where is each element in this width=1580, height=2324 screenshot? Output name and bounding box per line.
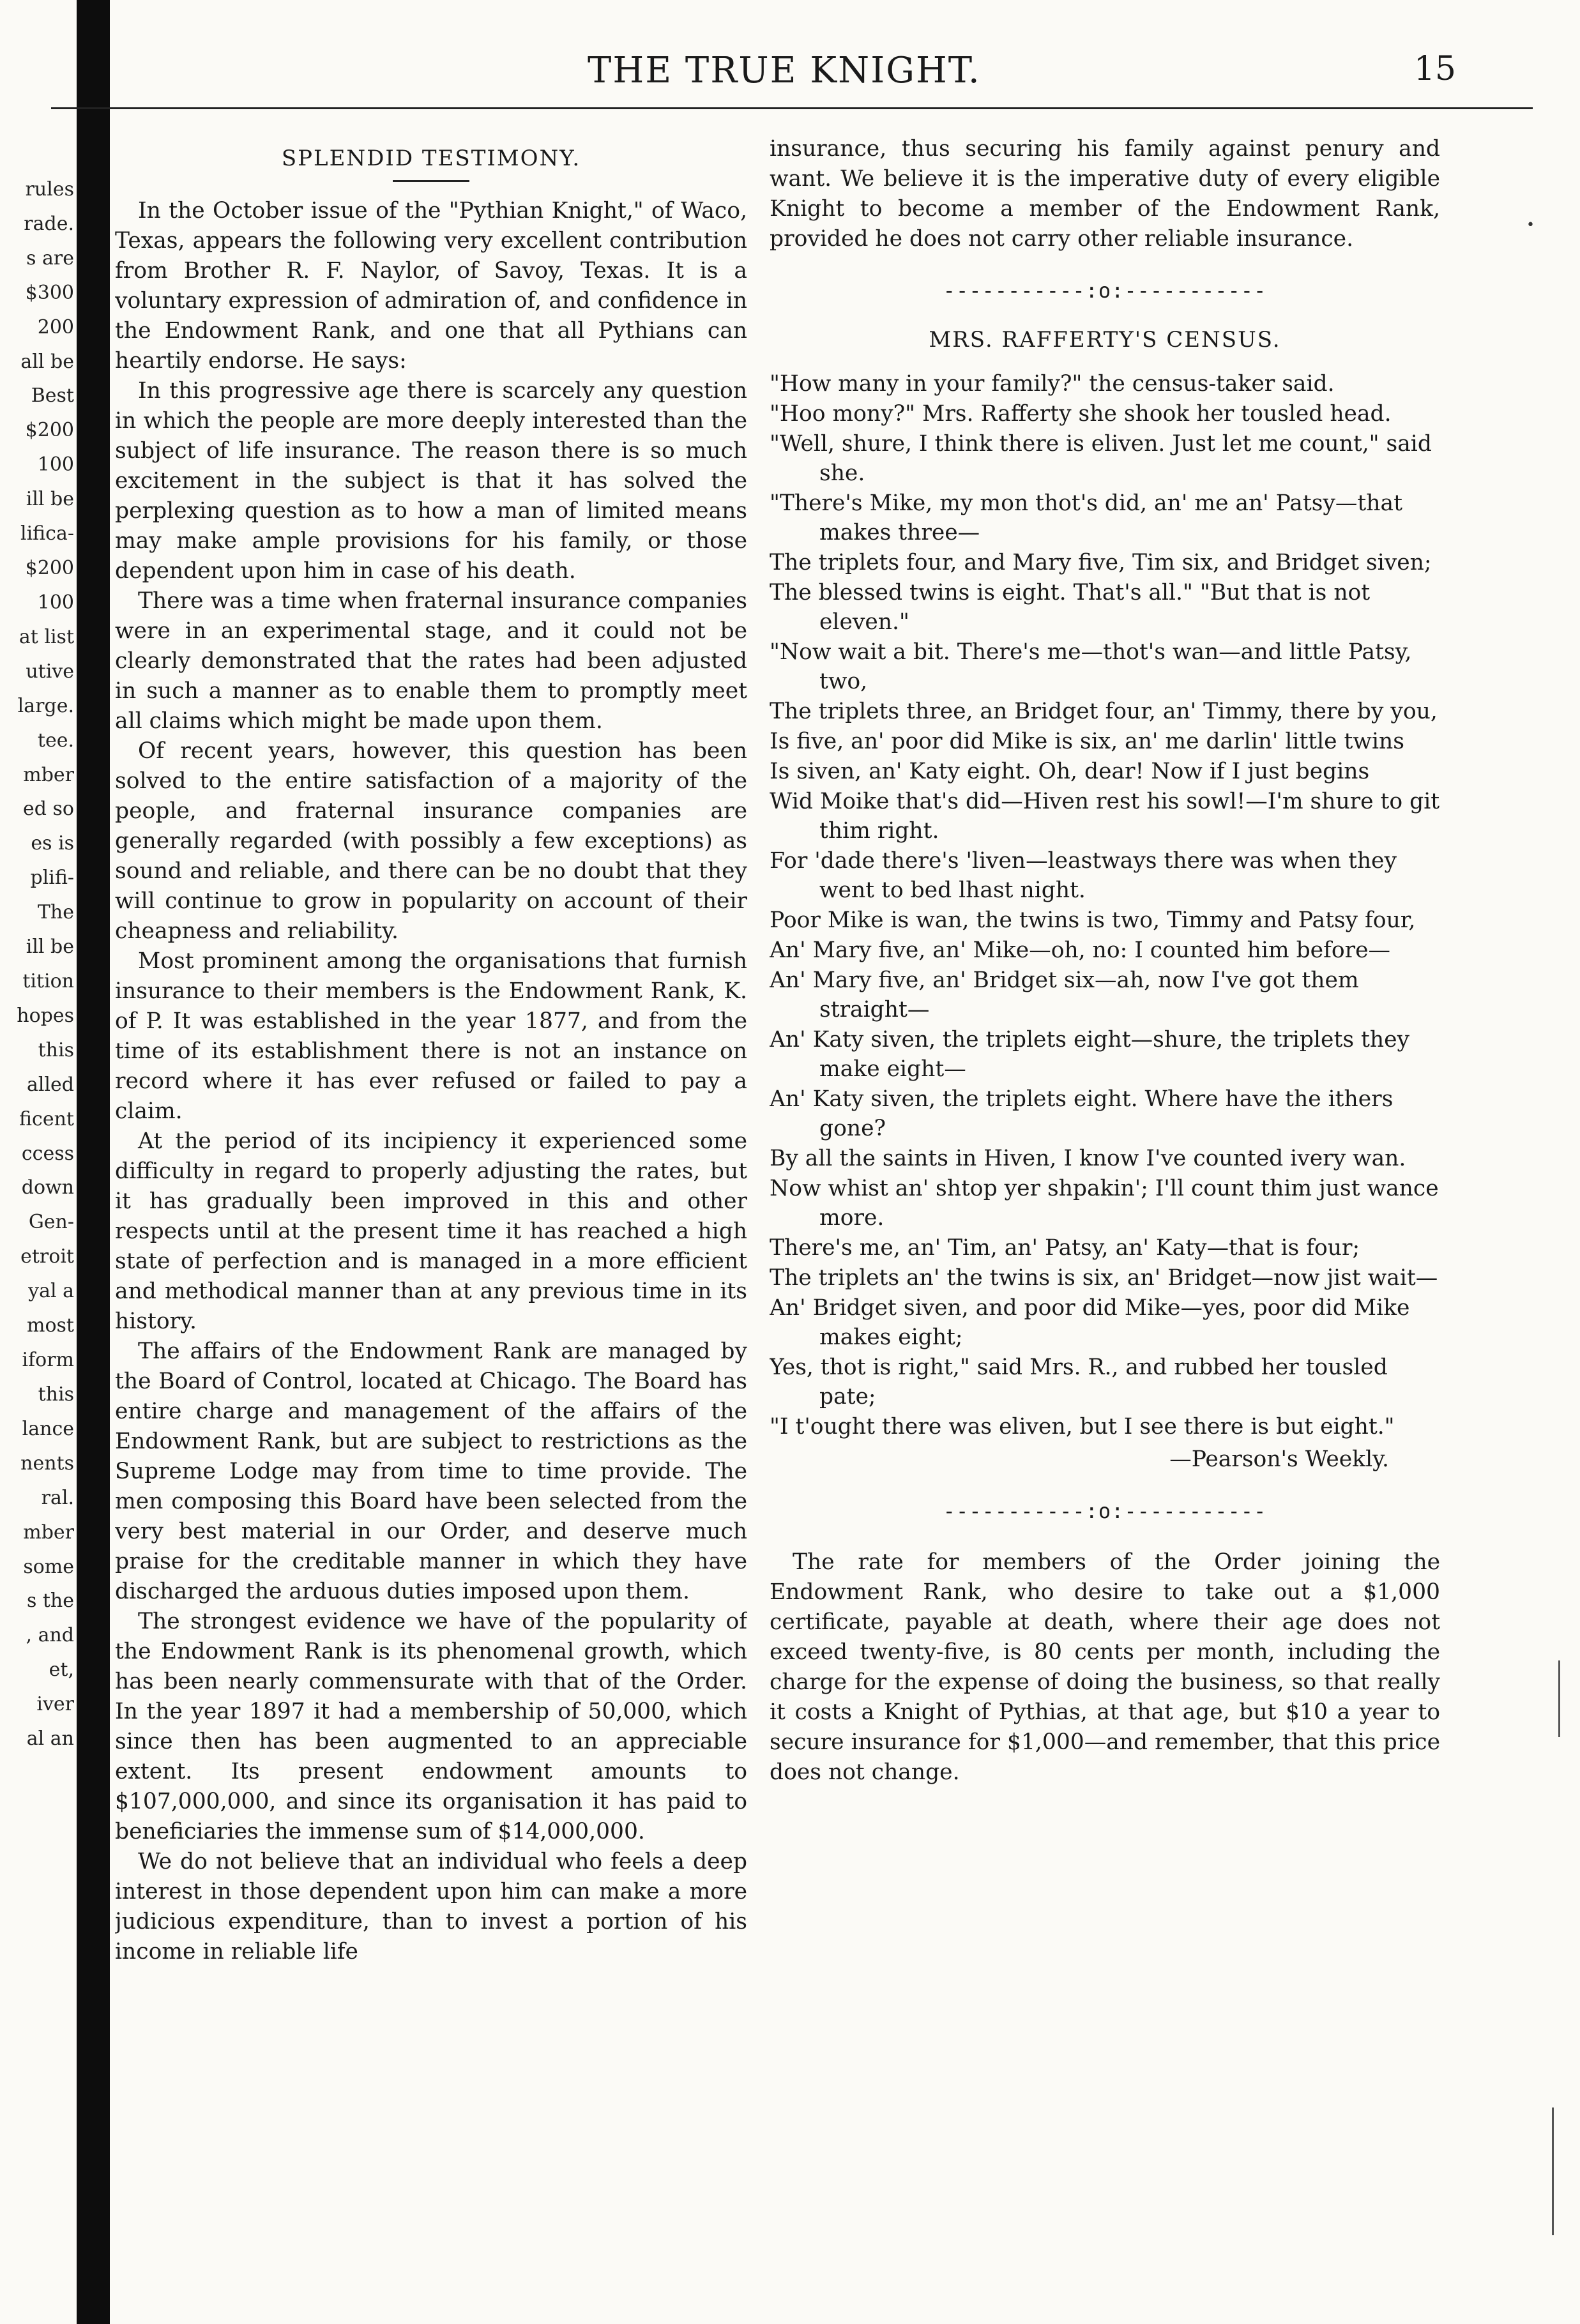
poem-attribution: —Pearson's Weekly. [1169, 1447, 1389, 1472]
article-paragraph: In the October issue of the "Pythian Knight," of Waco, Texas, appears the following very excellent contribution from Brother R. F. Naylor, of Savoy, Texas. It is a voluntary expression of admiration of, and confidence in the Endowment Rank, and one that all Pythians can heartily endorse. He says: [115, 198, 747, 374]
article-paragraph: There was a time when fraternal insurance companies were in an experimental stage, and it could not be clearly demonstrated that the rates had been adjusted in such a manner as to enable them to promptly meet all claims which might be made upon them. [115, 588, 747, 734]
left-column [115, 134, 747, 2293]
header-rule [51, 107, 1533, 109]
gutter-fragment: al an [26, 1728, 74, 1750]
gutter-fragment: , and [26, 1624, 74, 1646]
gutter-fragment: utive [26, 660, 74, 683]
gutter-fragment: alled [26, 1074, 74, 1096]
gutter-fragment: $200 [25, 419, 74, 441]
poem-line: "Hoo mony?" Mrs. Rafferty she shook her tousled head. [770, 401, 1392, 427]
poem-line: By all the saints in Hiven, I know I've counted ivery wan. [770, 1146, 1406, 1171]
gutter-fragment: Gen- [28, 1211, 74, 1233]
poem-line: Now whist an' shtop yer shpakin'; I'll count thim just wance more. [770, 1176, 1439, 1231]
continuation-paragraph: insurance, thus securing his family against penury and want. We believe it is the imperative duty of every eligible Knight to become a member of the Endowment Rank, provided he does not carry other reliable insurance. [770, 136, 1440, 252]
poem [770, 369, 1440, 1441]
poem-line: The triplets an' the twins is six, an' Bridget—now jist wait— [770, 1265, 1438, 1291]
gutter-fragment: some [23, 1556, 74, 1578]
gutter-fragment: tition [22, 970, 74, 992]
poem-line: An' Katy siven, the triplets eight. Where have the ithers gone? [770, 1086, 1394, 1141]
poem-line: Yes, thot is right," said Mrs. R., and rubbed her tousled pate; [770, 1355, 1388, 1409]
right-column [770, 134, 1440, 2293]
gutter-fragment: ed so [23, 798, 74, 820]
gutter-fragment: hopes [17, 1005, 74, 1027]
article-paragraph: The strongest evidence we have of the popularity of the Endowment Rank is its phenomenal growth, which has been nearly commensurate with that of the Order. In the year 1897 it had a membership of 50,000, which since then has been augmented to an appreciable extent. Its present endowment amounts to $107,000,000, and since its organisation it has paid to beneficiaries the immense sum of $14,000,000. [115, 1609, 747, 1844]
edge-mark: • [1526, 217, 1535, 233]
running-title: THE TRUE KNIGHT. [588, 50, 981, 91]
gutter-fragment: most [27, 1314, 74, 1337]
gutter-fragment: lifica- [20, 522, 74, 545]
gutter-fragment: ral. [41, 1487, 74, 1509]
title-rule [393, 180, 469, 182]
gutter-fragment: this [38, 1383, 74, 1406]
poem-line: An' Mary five, an' Mike—oh, no: I counted him before— [770, 938, 1391, 963]
poem-line: "There's Mike, my mon thot's did, an' me an' Patsy—that makes three— [770, 490, 1402, 545]
gutter-fragment: et, [49, 1659, 74, 1681]
edge-mark [1552, 2108, 1554, 2235]
gutter-fragment: ficent [19, 1108, 74, 1130]
poem-line: Poor Mike is wan, the twins is two, Timmy and Patsy four, [770, 908, 1416, 933]
gutter-fragment: tee. [37, 729, 74, 752]
gutter-fragment: $200 [25, 557, 74, 579]
gutter-fragment: iform [22, 1349, 74, 1371]
poem-line: Wid Moike that's did—Hiven rest his sowl!—I'm shure to git thim right. [770, 789, 1440, 844]
gutter-fragment: $300 [25, 282, 74, 304]
poem-line: "Now wait a bit. There's me—thot's wan—and little Patsy, two, [770, 639, 1412, 694]
gutter-fragment: etroit [20, 1245, 74, 1268]
poem-line: An' Bridget siven, and poor did Mike—yes, poor did Mike makes eight; [770, 1295, 1410, 1350]
closing-paragraph: The rate for members of the Order joining the Endowment Rank, who desire to take out a $1,000 certificate, payable at death, where their age does not exceed twenty-five, is 80 cents per month, including the charge for the expense of doing the business, so that really it costs a Knight of Pythias, at that age, but $10 a year to secure insurance for $1,000—and remember, that this price does not change. [770, 1549, 1440, 1785]
gutter-fragment: es is [31, 832, 74, 854]
gutter-fragment: all be [20, 351, 74, 373]
article-paragraph: In this progressive age there is scarcely any question in which the people are more deeply interested than the subject of life insurance. The reason there is so much excitement in the subject is that it has solved the perplexing question as to how a man of limited means may make ample provisions for his family, or those dependent upon him in case of his death. [115, 378, 747, 584]
poem-line: "Well, shure, I think there is eliven. Just let me count," said she. [770, 431, 1432, 486]
poem-line: "How many in your family?" the census-taker said. [770, 371, 1335, 397]
poem-line: An' Katy siven, the triplets eight—shure, the triplets they make eight— [770, 1027, 1409, 1082]
page-header [51, 50, 1533, 101]
article-paragraph: Of recent years, however, this question has been solved to the entire satisfaction of a majority of the people, and fraternal insurance companies are generally regarded (with possibly a few exceptions) as sound and reliable, and there can be no doubt that they will continue to grow in popularity on account of their cheapness and reliability. [115, 738, 747, 944]
gutter-fragment: iver [36, 1693, 74, 1715]
edge-mark [1558, 1660, 1560, 1737]
left-gutter-fragments [0, 179, 77, 1775]
poem-line: The triplets four, and Mary five, Tim six, and Bridget siven; [770, 550, 1432, 575]
gutter-fragment: rules [25, 178, 74, 201]
gutter-fragment: at list [19, 626, 74, 648]
gutter-fragment: yal a [28, 1280, 74, 1302]
poem-line: The triplets three, an Bridget four, an' Timmy, there by you, [770, 699, 1438, 724]
article-paragraph: Most prominent among the organisations that furnish insurance to their members is the Endowment Rank, K. of P. It was established in the year 1877, and from the time of its establishment there is not an instance on record where it has ever refused or failed to pay a claim. [115, 948, 747, 1124]
gutter-fragment: lance [22, 1418, 74, 1440]
gutter-fragment: Best [31, 384, 74, 407]
gutter-fragment: mber [23, 764, 74, 786]
gutter-fragment: nents [20, 1452, 74, 1475]
poem-line: Is siven, an' Katy eight. Oh, dear! Now if I just begins [770, 759, 1370, 784]
gutter-fragment: 200 [37, 316, 74, 338]
poem-line: Is five, an' poor did Mike is six, an' me darlin' little twins [770, 729, 1404, 754]
gutter-fragment: 100 [37, 591, 74, 614]
poem-line: "I t'ought there was eliven, but I see there is but eight." [770, 1414, 1395, 1439]
separator: -----------:o:----------- [943, 1499, 1267, 1523]
article-paragraph: We do not believe that an individual who feels a deep interest in those dependent upon him can make a more judicious expenditure, than to invest a portion of his income in reliable life [115, 1849, 747, 1964]
article-paragraph: The affairs of the Endowment Rank are managed by the Board of Control, located at Chicago. The Board has entire charge and management of the affairs of the Endowment Rank, but are subject to restrictions as the Supreme Lodge may from time to time provide. The men composing this Board have been selected from the very best material in our Order, and deserve much praise for the creditable manner in which they have discharged the arduous duties imposed upon them. [115, 1339, 747, 1604]
gutter-fragment: s the [26, 1590, 74, 1612]
gutter-fragment: large. [17, 695, 74, 717]
gutter-fragment: rade. [24, 213, 74, 235]
gutter-fragment: this [38, 1039, 74, 1061]
gutter-fragment: ill be [26, 488, 74, 510]
gutter-fragment: The [37, 901, 74, 923]
poem-title: MRS. RAFFERTY'S CENSUS. [929, 327, 1281, 353]
binding-strip [77, 0, 110, 2324]
poem-line: The blessed twins is eight. That's all." "But that is not eleven." [770, 580, 1371, 635]
gutter-fragment: ill be [26, 936, 74, 958]
gutter-fragment: plifi- [30, 867, 74, 889]
poem-line: An' Mary five, an' Bridget six—ah, now I've got them straight— [770, 968, 1359, 1022]
poem-line: For 'dade there's 'liven—leastways there was when they went to bed lhast night. [770, 848, 1397, 903]
gutter-fragment: 100 [37, 453, 74, 476]
gutter-fragment: mber [23, 1521, 74, 1544]
poem-line: There's me, an' Tim, an' Patsy, an' Katy—that is four; [770, 1235, 1360, 1261]
article-paragraph: At the period of its incipiency it experienced some difficulty in regard to properly adjusting the rates, but it has gradually been improved in this and other respects until at the present time it has reached a high state of perfection and is managed in a more efficient and methodical manner than at any previous time in its history. [115, 1128, 747, 1334]
separator: -----------:o:----------- [943, 278, 1267, 303]
gutter-fragment: ccess [21, 1143, 74, 1165]
page-number: 15 [1413, 50, 1456, 88]
article-title: SPLENDID TESTIMONY. [281, 146, 581, 171]
gutter-fragment: s are [26, 247, 74, 270]
gutter-fragment: down [21, 1176, 74, 1199]
